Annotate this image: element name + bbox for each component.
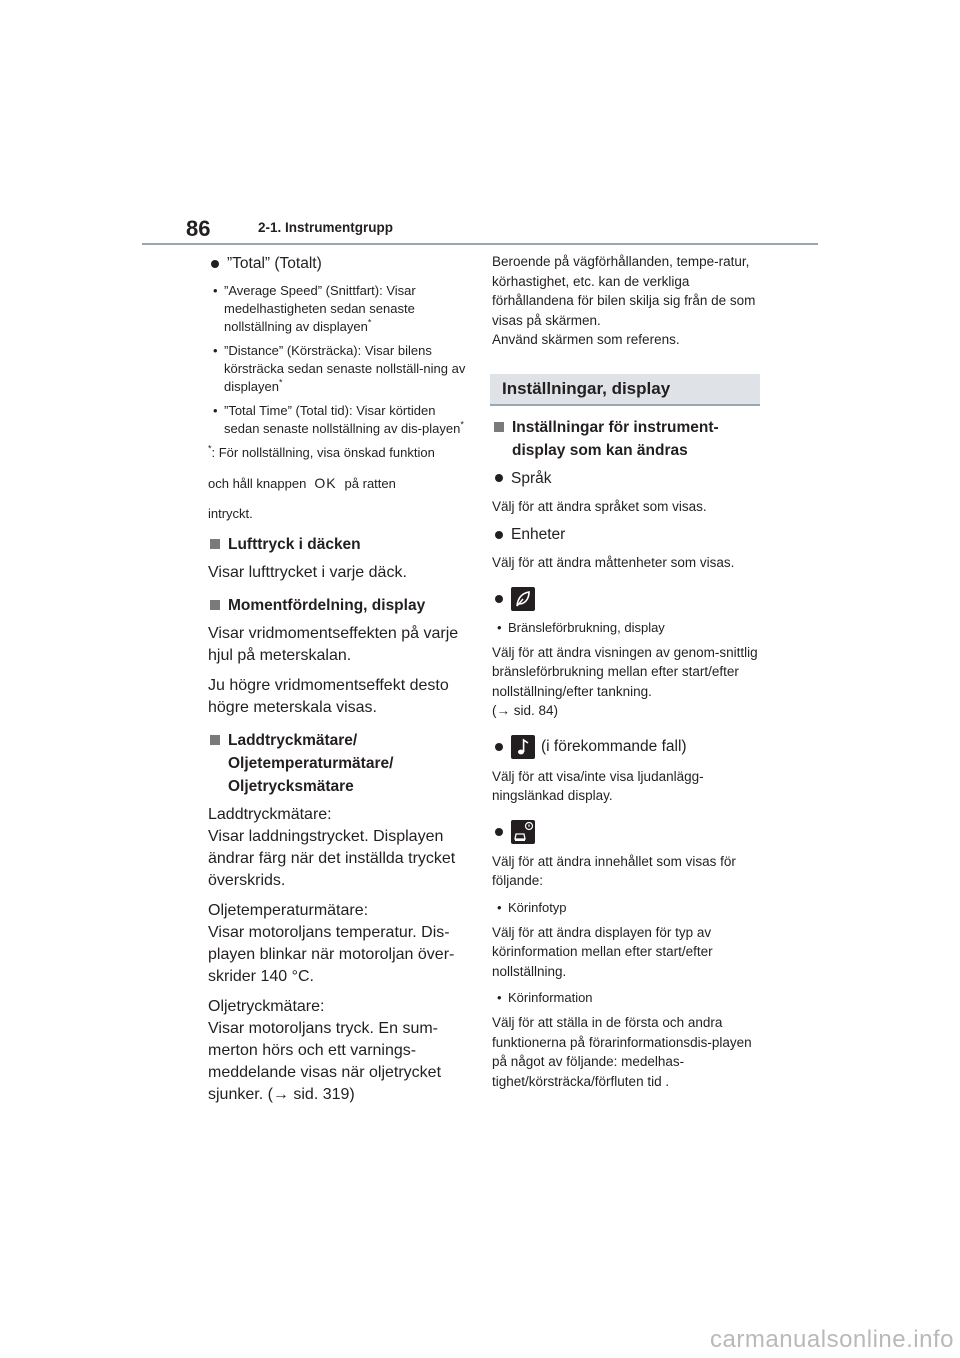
language-text: Välj för att ändra språket som visas. — [492, 498, 707, 514]
eco-text: Välj för att ändra visningen av genom-snittlig bränsleförbrukning mellan efter start/efter nollställning/efter tankning. — [492, 644, 758, 699]
bullet-dot — [495, 828, 503, 836]
tire-pressure-text: Visar lufttrycket i varje däck. — [208, 564, 407, 581]
torque-text-2: Ju högre vridmomentseffekt desto högre meterskala visas. — [208, 677, 449, 716]
torque-heading: Momentfördelning, display — [208, 594, 472, 617]
info-sub-2: • Körinformation — [492, 989, 758, 1007]
torque-text-1: Visar vridmomentseffekten på varje hjul på meterskalan. — [208, 625, 459, 664]
audio-text: Välj för att visa/inte visa ljudanlägg-ningslänkad display. — [492, 768, 704, 803]
eco-ref: (→ sid. 84) — [492, 703, 559, 718]
leaf-icon — [511, 587, 535, 611]
total-item: • ”Average Speed” (Snittfart): Visar medelhastigheten sedan senaste nollställning av displayen* — [208, 282, 472, 336]
audio-heading: (i förekommande fall) — [492, 735, 758, 759]
info-text: Välj för att ändra innehållet som visas för följande: — [492, 853, 736, 888]
oil-pressure-gauge-text: Oljetryckmätare: Visar motoroljans tryck. En sum-merton hörs och ett varnings-meddelande visas när oljetrycket sjunker. (→ sid. 319) — [208, 998, 442, 1103]
bullet-dot — [495, 474, 503, 482]
oil-temp-gauge-text: Oljetemperaturmätare: Visar motoroljans temperatur. Dis-playen blinkar när motoroljan över-skrider 140 °C. — [208, 902, 455, 985]
music-note-icon — [511, 735, 535, 759]
section-title: 2-1. Instrumentgrupp — [258, 220, 394, 235]
info-sub-1: • Körinfotyp — [492, 899, 758, 917]
total-heading: ”Total” (Totalt) — [208, 253, 472, 274]
units-heading: Enheter — [492, 524, 758, 545]
footnote: *: För nollställning, visa önskad funktion och håll knappen OK på ratten intryckt. — [208, 443, 435, 521]
tire-pressure-heading: Lufttryck i däcken — [208, 533, 472, 556]
info-text-2: Välj för att ställa in de första och andra funktionerna på förarinformationsdis-playen på något av följande: medelhas-tighet/körsträcka/förfluten tid . — [492, 1015, 752, 1089]
total-item: • ”Distance” (Körsträcka): Visar bilens körsträcka sedan senaste nollställ-ning av displayen* — [208, 342, 472, 396]
gauges-heading: Laddtryckmätare/ Oljetemperaturmätare/ Oljetrycksmätare — [208, 729, 472, 798]
intro-text: Beroende på vägförhållanden, tempe-ratur, körhastighet, etc. kan de verkliga förhållandena för bilen skilja sig från de som visas på skärmen. — [492, 254, 756, 328]
language-heading: Språk — [492, 468, 758, 489]
boost-gauge-text: Laddtryckmätare: Visar laddningstrycket. Displayen ändrar färg när det inställda trycket överskrids. — [208, 806, 456, 889]
watermark: carmanualsonline.info — [710, 1326, 954, 1353]
bullet-dot — [211, 260, 219, 268]
units-text: Välj för att ändra måttenheter som visas. — [492, 555, 735, 570]
bullet-dot — [495, 531, 503, 539]
intro-text-2: Använd skärmen som referens. — [492, 332, 680, 347]
eco-heading — [492, 587, 758, 611]
bullet-dot — [495, 595, 503, 603]
ok-button-symbol: OK — [314, 475, 337, 491]
info-heading — [492, 820, 758, 844]
left-column — [208, 253, 472, 1114]
header-rule — [142, 243, 818, 245]
total-item: • ”Total Time” (Total tid): Visar körtiden sedan senaste nollställning av dis-playen* — [208, 402, 472, 438]
settings-banner: Inställningar, display — [490, 374, 760, 406]
vehicle-info-icon — [511, 820, 535, 844]
bullet-dot — [495, 743, 503, 751]
right-column — [492, 252, 758, 1099]
page-number: 86 — [186, 216, 211, 241]
eco-sub: • Bränsleförbrukning, display — [492, 619, 758, 637]
info-text-1: Välj för att ändra displayen för typ av körinformation mellan efter start/efter nollställning. — [492, 924, 713, 979]
settings-heading: Inställningar för instrument-display som kan ändras — [492, 416, 758, 462]
